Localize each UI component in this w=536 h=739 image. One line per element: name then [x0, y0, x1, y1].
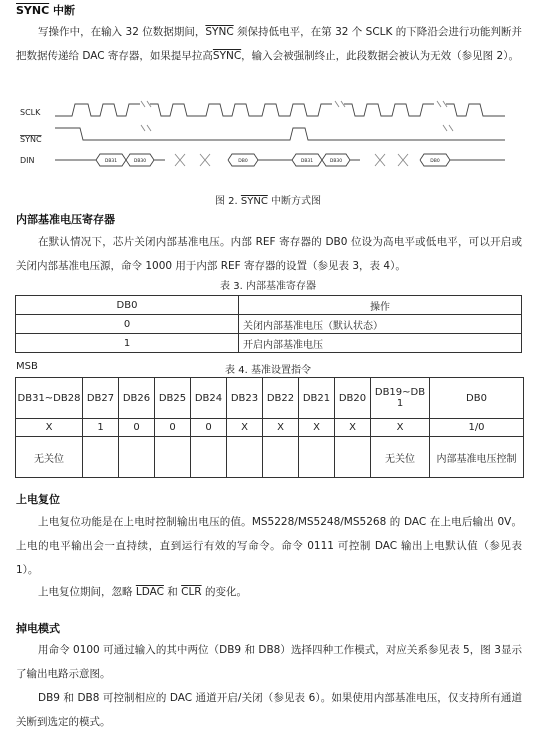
table4-caption: 表 4. 基准设置指令	[225, 365, 311, 376]
table3-cell: 关闭内部基准电压（默认状态）	[239, 315, 522, 334]
sync-para-sync2: SYNC	[212, 50, 242, 62]
table4-header: DB27	[83, 378, 119, 419]
table4	[15, 377, 524, 478]
din-bit-label: DB30	[133, 159, 147, 164]
power-para2-clr: $\overline{CLR}$	[181, 586, 202, 598]
table4-desc	[155, 437, 191, 478]
signal-label-sync: SYNC	[20, 135, 42, 144]
table3-cell: 0	[16, 315, 239, 334]
figure2-overline: SYNC	[240, 196, 268, 207]
powerdown-section-title: 掉电模式	[16, 622, 60, 635]
figure2-caption	[0, 192, 536, 207]
sync-paragraph	[16, 20, 522, 68]
table4-value: X	[16, 419, 83, 437]
table4-desc: 无关位	[16, 437, 83, 478]
table-row	[16, 315, 522, 334]
power-paragraph-1: 上电复位功能是在上电时控制输出电压的值。MS5228/MS5248/MS5268 的 DAC 在上电后输出 0V。上电的电平输出会一直持续，直到运行有效的写命令。命令 0111 可控制 DAC 输出上电默认值（参见表 1）。	[16, 516, 522, 576]
table4-header: DB26	[119, 378, 155, 419]
sync-para-a: 写操作中，在输入 32 位数据期间，	[38, 26, 206, 38]
table4-header: DB20	[335, 378, 371, 419]
table3-header: DB0	[16, 296, 239, 315]
table4-header: DB0	[430, 378, 524, 419]
power-para2-ldac: LDAC	[135, 586, 164, 598]
table4-desc	[83, 437, 119, 478]
sync-para-c: ，输入会被强制终止，此段数据会被认为无效（参见图 2）。	[241, 50, 519, 62]
power-para2-b: 和	[163, 586, 182, 598]
table4-desc	[119, 437, 155, 478]
figure2-prefix: 图 2.	[214, 196, 241, 207]
din-bit-label: DB30	[329, 159, 343, 164]
table4-header: DB31~DB28	[16, 378, 83, 419]
table-row	[16, 419, 524, 437]
power-para2-c: 的变化。	[201, 586, 247, 598]
figure2-suffix: 中断方式图	[267, 196, 321, 207]
table4-desc	[227, 437, 263, 478]
table4-header: DB23	[227, 378, 263, 419]
sync-para-b: 须保持低电平，在第 32 个 SCLK 的下降沿会进行功能判断并把数据传递给 DAC 寄存器，如果提早拉高	[16, 26, 522, 62]
sync-para-sync: SYNC	[205, 26, 234, 38]
powerdown-paragraph-2: DB9 和 DB8 可控制相应的 DAC 通道开启/关闭（参见表 6）。如果使用内部基准电压，仅支持所有通道关断到选定的模式。	[16, 692, 522, 728]
table4-desc: 内部基准电压控制	[430, 437, 524, 478]
table4-value: X	[335, 419, 371, 437]
table-row	[16, 437, 524, 478]
signal-label-din: DIN	[20, 156, 35, 165]
table4-value: 0	[155, 419, 191, 437]
table4-value: X	[299, 419, 335, 437]
ref-section-title: 内部基准电压寄存器	[16, 213, 115, 226]
table4-header: DB24	[191, 378, 227, 419]
table4-value: 1/0	[430, 419, 524, 437]
table4-value: X	[263, 419, 299, 437]
table4-header: DB19~DB 1	[371, 378, 430, 419]
sclk-waveform	[55, 104, 505, 116]
din-bit-label: DB31	[300, 159, 314, 164]
powerdown-paragraph-1: 用命令 0100 可通过输入的其中两位（DB9 和 DB8）选择四种工作模式，对应关系参见表 5，图 3显示了输出电路示意图。	[16, 644, 522, 680]
table4-value: 0	[119, 419, 155, 437]
timing-diagram	[0, 98, 536, 176]
din-bit-label: DB0	[430, 159, 440, 164]
table3-cell: 开启内部基准电压	[239, 334, 522, 353]
table-row	[16, 378, 524, 419]
power-para2-a: 上电复位期间，忽略	[38, 586, 136, 598]
table4-value: X	[371, 419, 430, 437]
table3-header: 操作	[239, 296, 522, 315]
table3	[15, 295, 522, 353]
msb-label: MSB	[16, 361, 38, 372]
signal-label-sclk: SCLK	[20, 108, 41, 117]
table4-value: 0	[191, 419, 227, 437]
table4-value: 1	[83, 419, 119, 437]
table-row	[16, 334, 522, 353]
din-bit-label: DB0	[238, 159, 248, 164]
sync-title-overline: SYNC	[16, 4, 50, 17]
power-paragraph-2	[16, 580, 522, 604]
din-bit-label: DB31	[104, 159, 118, 164]
sync-section-title	[16, 2, 75, 18]
table4-desc	[191, 437, 227, 478]
table4-header: DB21	[299, 378, 335, 419]
ref-paragraph: 在默认情况下，芯片关闭内部基准电压。内部 REF 寄存器的 DB0 位设为高电平或低电平，可以开启或关闭内部基准电压源，命令 1000 用于内部 REF 寄存器的设置（参见表 3，表 4）。	[16, 236, 522, 272]
power-section-title: 上电复位	[16, 493, 60, 506]
table4-desc: 无关位	[371, 437, 430, 478]
table4-header: DB22	[263, 378, 299, 419]
sync-waveform	[55, 128, 505, 140]
table4-desc	[335, 437, 371, 478]
table4-value: X	[227, 419, 263, 437]
sync-title-rest: 中断	[49, 4, 76, 17]
table4-desc	[263, 437, 299, 478]
table3-cell: 1	[16, 334, 239, 353]
table4-header: DB25	[155, 378, 191, 419]
table3-caption: 表 3. 内部基准寄存器	[220, 281, 316, 292]
table4-desc	[299, 437, 335, 478]
